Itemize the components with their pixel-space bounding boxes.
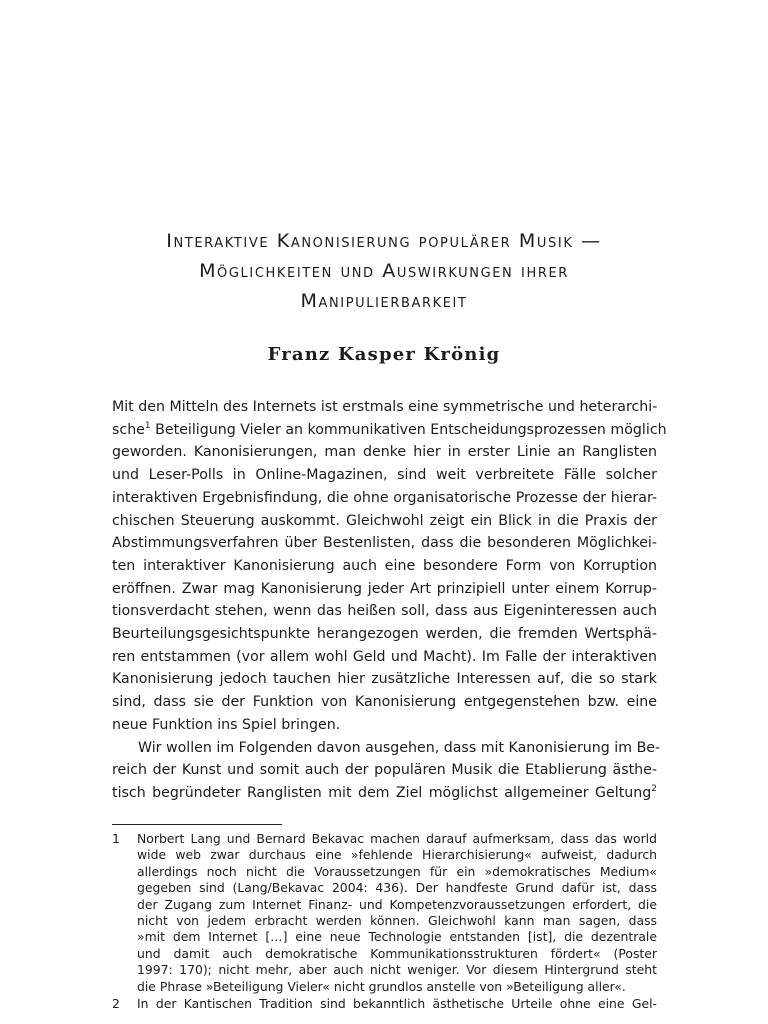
title-line-1: Interaktive Kanonisierung populärer Musik — xyxy=(166,230,602,252)
footnote-line: gegeben sind (Lang/Bekavac 2004: 436). Der handfeste Grund dafür ist, dass xyxy=(137,880,657,896)
body-line: Abstimmungsverfahren über Bestenlisten, dass die besonderen Möglichkei- xyxy=(112,535,657,552)
footnote-number: 2 xyxy=(112,996,120,1012)
footnote-1 xyxy=(112,831,657,995)
footnote-line: wide web zwar durchaus eine »fehlende Hierarchisierung« aufweist, dadurch xyxy=(137,847,657,863)
title-line-3: Manipulierbarkeit xyxy=(300,290,468,312)
body-line: reich der Kunst und somit auch der populären Musik die Etablierung ästhe- xyxy=(112,762,657,779)
body-line: tisch begründeter Ranglisten mit dem Ziel möglichst allgemeiner Geltung$^2$ xyxy=(112,783,657,801)
body-line: ten interaktiver Kanonisierung auch eine besondere Form von Korruption xyxy=(112,557,657,574)
footnote-line: allerdings noch nicht die Voraussetzungen für ein »demokratisches Medium« xyxy=(137,863,657,879)
footnote-line: der Zugang zum Internet Finanz- und Kompetenzvoraussetzungen erfordert, die xyxy=(137,896,657,912)
footnote-number: 1 xyxy=(112,831,120,846)
body-line: sche$^1$ Beteiligung Vieler an kommunikativen Entscheidungsprozessen möglich xyxy=(112,420,667,438)
footnote-line: nicht von jedem erbracht werden können. Gleichwohl kann man sagen, dass xyxy=(137,913,657,929)
body-text xyxy=(112,396,667,805)
footnote-line: »mit dem Internet […] eine neue Technologie entstanden [ist], die dezentrale xyxy=(137,929,657,945)
title-line-2: Möglichkeiten und Auswirkungen ihrer xyxy=(199,260,569,282)
body-line: Beurteilungsgesichtspunkte herangezogen werden, die fremden Wertsphä- xyxy=(112,626,657,643)
footnote-line: die Phrase »Beteiligung Vieler« nicht grundlos anstelle von »Beteiligung aller«. xyxy=(137,978,626,994)
author-name: Franz Kasper Krönig xyxy=(267,344,501,365)
body-line: ren entstammen (vor allem wohl Geld und Macht). Im Falle der interaktiven xyxy=(112,648,657,665)
body-line: geworden. Kanonisierungen, man denke hier in erster Linie an Ranglisten xyxy=(112,444,657,461)
body-line: tionsverdacht stehen, wenn das heißen soll, dass aus Eigeninteressen auch xyxy=(112,603,657,620)
body-line: neue Funktion ins Spiel bringen. xyxy=(112,716,341,733)
footnotes xyxy=(112,831,657,1013)
body-line: Kanonisierung jedoch tauchen hier zusätzliche Interessen auf, die so stark xyxy=(112,671,657,688)
footnote-line: Norbert Lang und Bernard Bekavac machen darauf aufmerksam, dass das world xyxy=(137,831,657,846)
body-line: chischen Steuerung auskommt. Gleichwohl zeigt ein Blick in die Praxis der xyxy=(112,512,657,529)
body-line: Wir wollen im Folgenden davon ausgehen, dass mit Kanonisierung im Be- xyxy=(138,739,661,756)
footnote-separator xyxy=(112,824,282,825)
footnote-ref-1[interactable]: 1 xyxy=(144,420,151,431)
body-line: Mit den Mitteln des Internets ist erstmals eine symmetrische und heterarchi- xyxy=(112,399,658,415)
footnote-ref-2[interactable]: 2 xyxy=(651,783,657,794)
body-line: eröffnen. Zwar mag Kanonisierung jeder Art prinzipiell unter einem Korrup- xyxy=(112,580,657,597)
footnote-line: und damit auch demokratische Kommunikationsstrukturen fördert« (Poster xyxy=(137,945,657,961)
footnote-line: In der Kantischen Tradition sind bekanntlich ästhetische Urteile ohne eine Gel- xyxy=(137,996,657,1012)
article-title xyxy=(90,226,678,316)
body-line: interaktiven Ergebnisfindung, die ohne organisatorische Prozesse der hierar- xyxy=(112,489,657,506)
body-line: und Leser-Polls in Online-Magazinen, sind weit verbreitete Fälle solcher xyxy=(112,467,657,484)
body-line: sind, dass sie der Funktion von Kanonisierung entgegenstehen bzw. eine xyxy=(112,694,657,711)
footnote-2 xyxy=(112,996,657,1012)
footnote-line: 1997: 170); nicht mehr, aber auch nicht weniger. Vor diesem Hintergrund steht xyxy=(137,962,657,978)
